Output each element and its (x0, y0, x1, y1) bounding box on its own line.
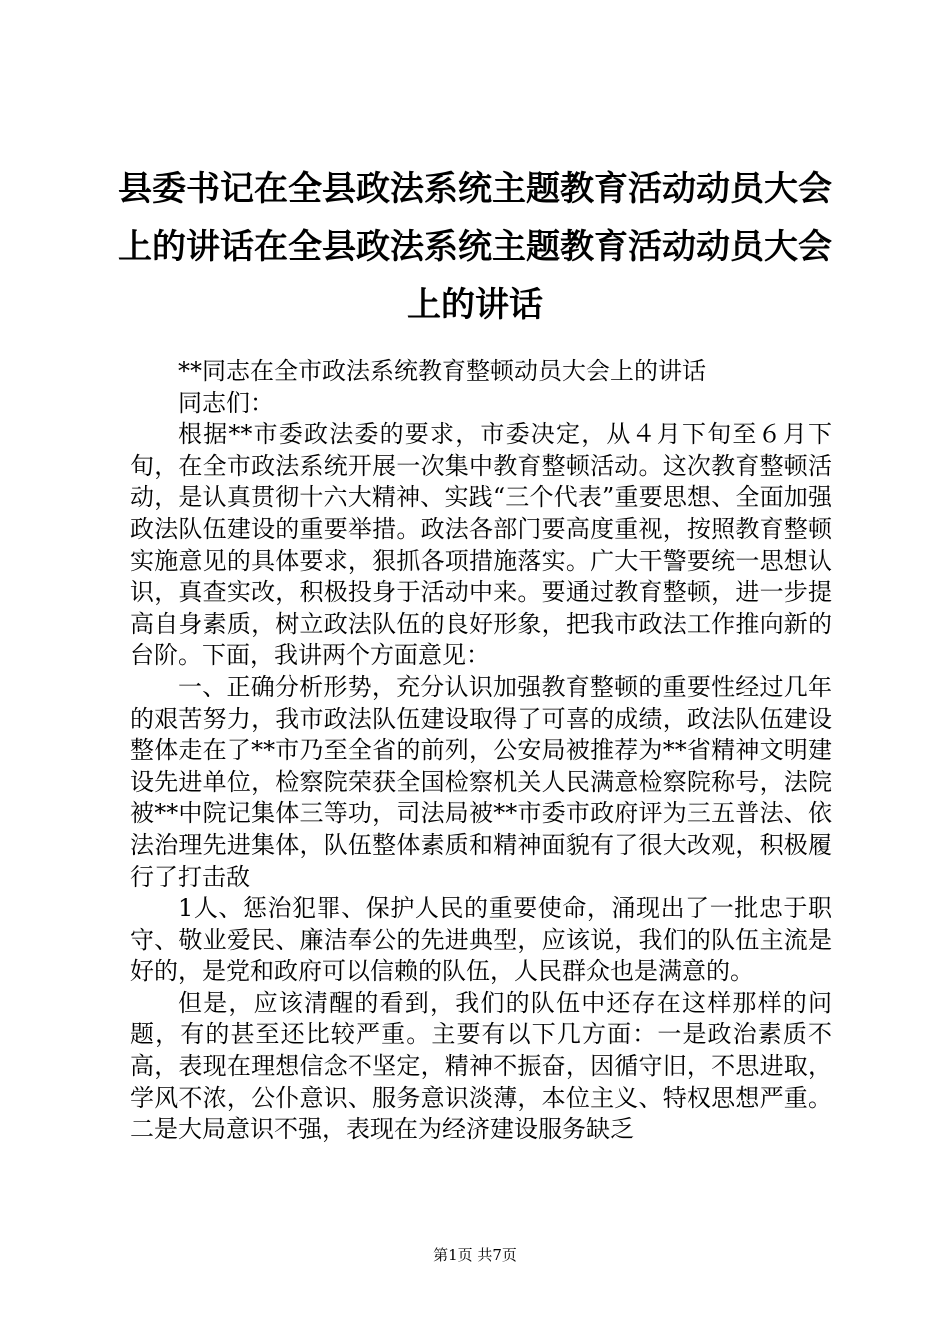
document-title: 县委书记在全县政法系统主题教育活动动员大会上的讲话在全县政法系统主题教育活动动员大会上的讲话 (118, 169, 832, 325)
body-paragraph: 但是，应该清醒的看到，我们的队伍中还存在这样那样的问题，有的甚至还比较严重。主要有以下几方面：一是政治素质不高，表现在理想信念不坚定，精神不振奋，因循守旧，不思进取，学风不浓，公仆意识、服务意识淡薄，本位主义、特权思想严重。二是大局意识不强，表现在为经济建设服务缺乏 (130, 988, 832, 1144)
body-paragraph: 1人、惩治犯罪、保护人民的重要使命，涌现出了一批忠于职守、敬业爱民、廉洁奉公的先进典型，应该说，我们的队伍主流是好的，是党和政府可以信赖的队伍，人民群众也是满意的。 (130, 894, 832, 986)
body-paragraph: 一、正确分析形势，充分认识加强教育整顿的重要性经过几年的艰苦努力，我市政法队伍建设取得了可喜的成绩，政法队伍建设整体走在了**市乃至全省的前列，公安局被推荐为**省精神文明建设先进单位，检察院荣获全国检察机关人民满意检察院称号，法院被**中院记集体三等功，司法局被**市委市政府评为三五普法、依法治理先进集体，队伍整体素质和精神面貌有了很大改观，积极履行了打击敌 (130, 672, 832, 891)
page-indicator: 第1页 共7页 (433, 1246, 517, 1264)
body-paragraph: 根据**市委政法委的要求，市委决定，从４月下旬至６月下旬，在全市政法系统开展一次集中教育整顿活动。这次教育整顿活动，是认真贯彻十六大精神、实践“三个代表”重要思想、全面加强政法队伍建设的重要举措。政法各部门要高度重视，按照教育整顿实施意见的具体要求，狠抓各项措施落实。广大干警要统一思想认识，真查实改，积极投身于活动中来。要通过教育整顿，进一步提高自身素质，树立政法队伍的良好形象，把我市政法工作推向新的台阶。下面，我讲两个方面意见： (130, 420, 832, 670)
speech-heading-line: **同志在全市政法系统教育整顿动员大会上的讲话 (178, 357, 706, 385)
document-body (130, 356, 832, 1146)
salutation-line: 同志们： (178, 388, 274, 417)
